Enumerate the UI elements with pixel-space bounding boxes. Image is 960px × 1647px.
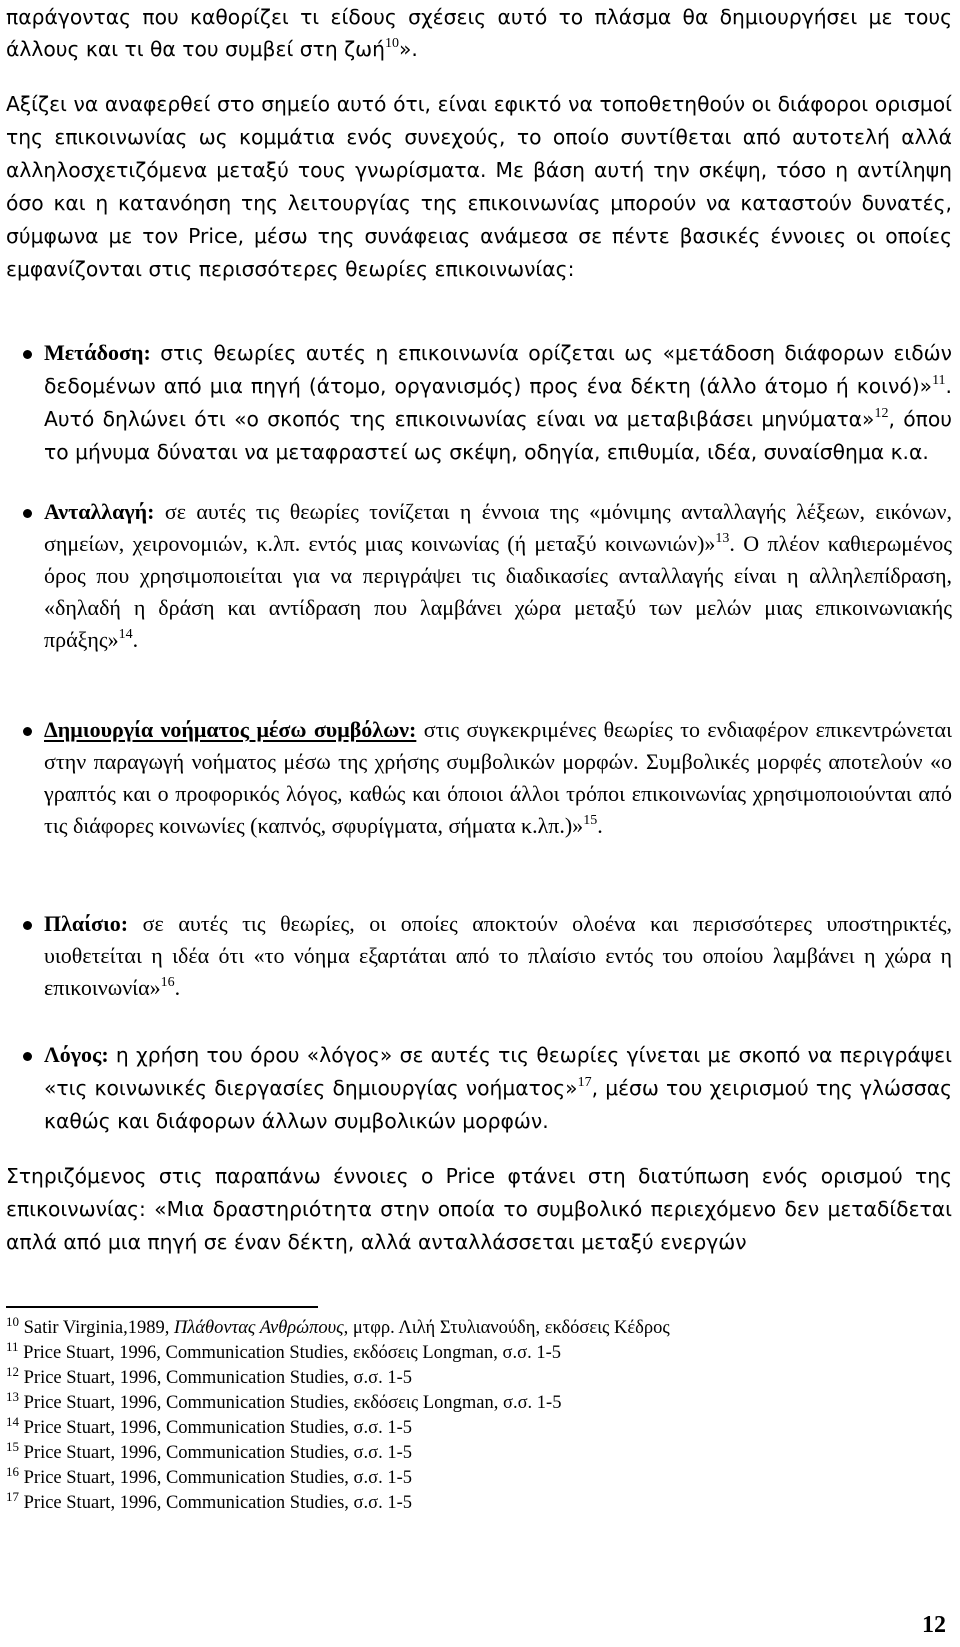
bullet-item: [44, 714, 952, 842]
page-number: 12: [922, 1612, 946, 1638]
bullet-item: [44, 908, 952, 1004]
bullet-item: [44, 337, 952, 469]
bullet-icon: [23, 727, 32, 736]
footnote-ref: 11: [932, 372, 946, 388]
bullet-icon: [23, 1052, 32, 1061]
bullet-icon: [23, 509, 32, 518]
bullet-icon: [23, 350, 32, 359]
footnote-item: $^{13}$ Price Stuart, 1996, Communication Studies, εκδόσεις Longman, σ.σ. 1-5: [6, 1389, 562, 1413]
footnote-item: $^{10}$ Satir Virginia,1989, Πλάθοντας Ανθρώπους, μτφρ. Λιλή Στυλιανούδη, εκδόσεις Κέδρος: [6, 1314, 670, 1338]
bullet-text: Λόγος: η χρήση του όρου «λόγος» σε αυτές τις θεωρίες γίνεται με σκοπό να περιγράψει «τις κοινωνικές διεργασίες δημιουργίας νοήματος»$^{17}$, μέσω του χειρισμού της γλώσσας καθώς και διάφορων άλλων συμβολικών μορφών.: [44, 1042, 952, 1133]
footnote-item: $^{14}$ Price Stuart, 1996, Communication Studies, σ.σ. 1-5: [6, 1414, 412, 1438]
footnote-ref: 16: [160, 974, 175, 990]
paragraph-final: Στηριζόμενος στις παραπάνω έννοιες ο Price φτάνει στη διατύπωση ενός ορισμού της επικοινωνίας: «Μια δραστηριότητα στην οποία το συμβολικό περιεχόμενο δεν μεταδίδεται απλά από μια πηγή σε έναν δέκτη, αλλά ανταλλάσσεται μεταξύ ενεργών: [6, 1164, 952, 1254]
footnote-item: $^{12}$ Price Stuart, 1996, Communication Studies, σ.σ. 1-5: [6, 1364, 412, 1388]
bullet-item: [44, 496, 952, 656]
footnote-item: $^{11}$ Price Stuart, 1996, Communication Studies, εκδόσεις Longman, σ.σ. 1-5: [6, 1339, 562, 1363]
footnote-ref: 15: [583, 812, 598, 828]
footnote-ref: 17: [577, 1074, 592, 1090]
footnote-ref: 13: [715, 530, 730, 546]
bullet-term: Πλαίσιο:: [44, 911, 129, 936]
footnote-item: $^{17}$ Price Stuart, 1996, Communication Studies, σ.σ. 1-5: [6, 1489, 412, 1513]
footnote-separator: [6, 1306, 318, 1308]
footnote-item: $^{16}$ Price Stuart, 1996, Communication Studies, σ.σ. 1-5: [6, 1464, 412, 1488]
bullet-term: Δημιουργία νοήματος μέσω συμβόλων:: [44, 717, 417, 742]
bullet-text: Δημιουργία νοήματος μέσω συμβόλων: στις συγκεκριμένες θεωρίες το ενδιαφέρον επικεντρώνεται στην παραγωγή νοήματος μέσω της χρήσης συμβολικών μορφών. Συμβολικές μορφές αποτελούν «ο γραπτός και ο προφορικός λόγος, καθώς και όποιοι άλλοι τρόποι επικοινωνίας χρησιμοποιούνται από τις διάφορες κοινωνίες (καπνός, σφυρίγματα, σήματα κ.λπ.)»$^{15}$.: [44, 717, 952, 838]
footnote-ref: 14: [118, 626, 133, 642]
bullet-term: Μετάδοση:: [44, 340, 151, 365]
footnote-item: $^{15}$ Price Stuart, 1996, Communication Studies, σ.σ. 1-5: [6, 1439, 412, 1463]
paragraph-intro: Αξίζει να αναφερθεί στο σημείο αυτό ότι, είναι εφικτό να τοποθετηθούν οι διάφοροι ορισμοί της επικοινωνίας ως κομμάτια ενός συνεχούς, το οποίο συντίθεται από αυτοτελή αλλά αλληλοσχετιζόμενα μεταξύ τους γνωρίσματα. Με βάση αυτή την σκέψη, τόσο η αντίληψη όσο και η κατανόηση της λειτουργίας της επικοινωνίας μπορούν να καταστούν δυνατές, σύμφωνα με τον Price, μέσω της συνάφειας ανάμεσα σε πέντε βασικές έννοιες οι οποίες εμφανίζονται στις περισσότερες θεωρίες επικοινωνίας:: [6, 92, 952, 281]
bullet-text: Ανταλλαγή: σε αυτές τις θεωρίες τονίζεται η έννοια της «μόνιμης ανταλλαγής λέξεων, εικόνων, σημείων, χειρονομιών, κ.λπ. εντός μιας κοινωνίας (ή μεταξύ κοινωνιών)»$^{13}$. Ο πλέον καθιερωμένος όρος που χρησιμοποιείται για να περιγράψει τις διαδικασίες ανταλλαγής είναι η αλληλεπίδραση, «δηλαδή η δράση και αντίδραση που λαμβάνει χώρα μεταξύ των μελών μιας επικοινωνιακής πράξης»$^{14}$.: [44, 499, 952, 652]
bullet-text: Μετάδοση: στις θεωρίες αυτές η επικοινωνία ορίζεται ως «μετάδοση διάφορων ειδών δεδομένων από μια πηγή (άτομο, οργανισμός) προς ένα δέκτη (άλλο άτομο ή κοινό)»$^{11}$. Αυτό δηλώνει ότι «ο σκοπός της επικοινωνίας είναι να μεταβιβάσει μηνύματα»$^{12}$, όπου το μήνυμα δύναται να μεταφραστεί ως σκέψη, οδηγία, επιθυμία, ιδέα, συναίσθημα κ.α.: [44, 340, 952, 464]
paragraph-continuation: παράγοντας που καθορίζει τι είδους σχέσεις αυτό το πλάσμα θα δημιουργήσει με τους άλλους και τι θα του συμβεί στη ζωή$^{10}$».: [6, 5, 952, 61]
bullet-item: [44, 1039, 952, 1138]
bullet-term: Ανταλλαγή:: [44, 499, 155, 524]
bullet-text: Πλαίσιο: σε αυτές τις θεωρίες, οι οποίες αποκτούν ολοένα και περισσότερες υποστηρικτές, υιοθετείται η ιδέα ότι «το νόημα εξαρτάται από το πλαίσιο εντός του οποίου λαμβάνει η χώρα η επικοινωνία»$^{16}$.: [44, 911, 952, 1000]
bullet-term: Λόγος:: [44, 1042, 109, 1067]
footnote-ref: 10: [385, 35, 399, 51]
bullet-icon: [23, 921, 32, 930]
footnote-ref: 12: [874, 405, 889, 421]
